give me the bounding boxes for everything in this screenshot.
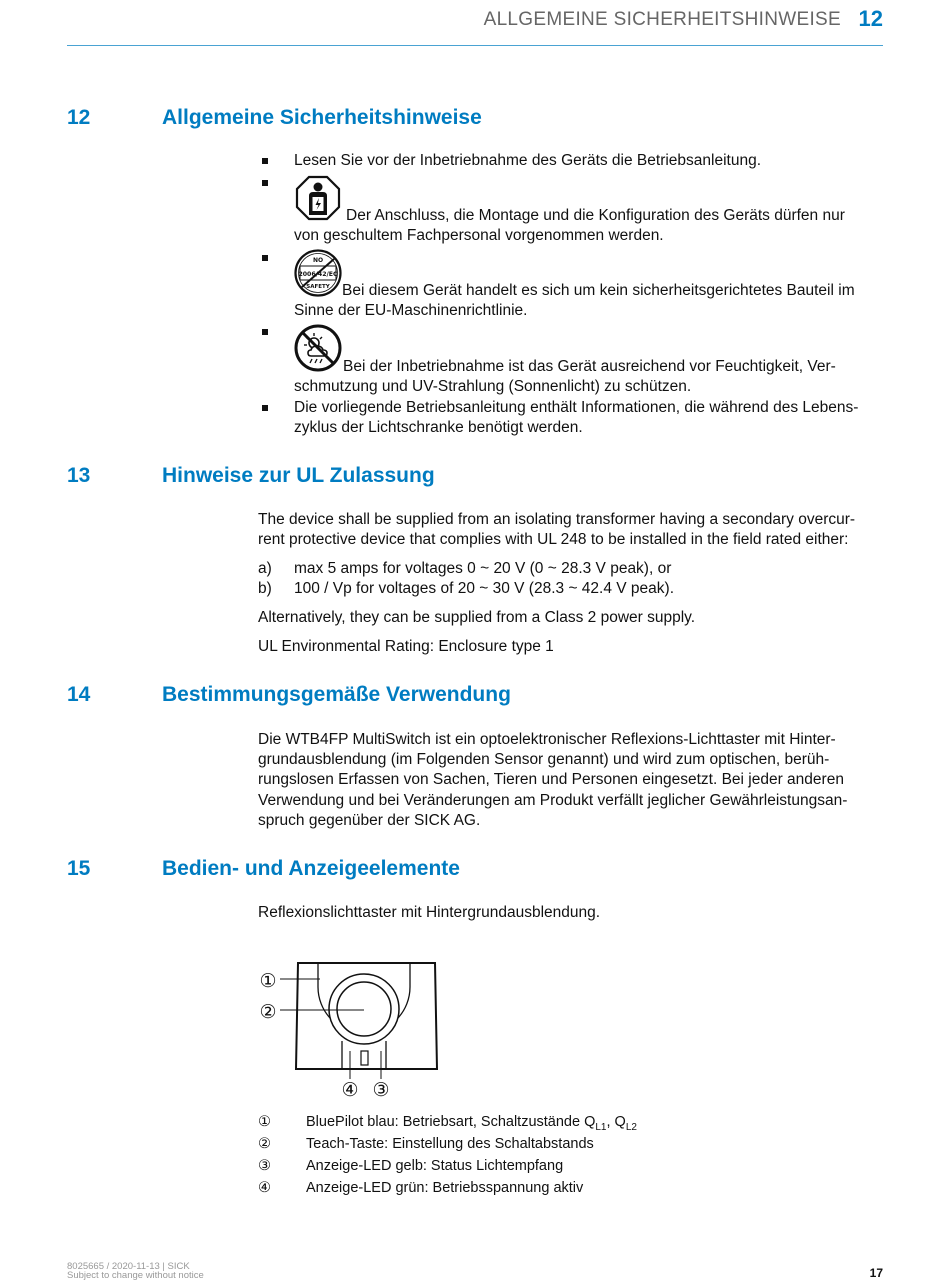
callout-4: ④ xyxy=(341,1079,359,1101)
qualified-personnel-icon xyxy=(295,175,341,221)
no-safety-icon-middle: 2006/42/EC xyxy=(298,271,338,278)
header-rule xyxy=(67,45,883,46)
legend-text: Anzeige-LED grün: Betriebsspannung aktiv xyxy=(306,1180,584,1196)
option-label: b) xyxy=(258,580,272,597)
legend-text: Anzeige-LED gelb: Status Lichtempfang xyxy=(306,1158,564,1174)
teach-button xyxy=(337,982,391,1036)
usage-line: grundausblendung (im Folgenden Sensor genannt) und wird zum optischen, berüh- xyxy=(258,751,830,768)
bullet-text: von geschultem Fachpersonal vorgenommen werden. xyxy=(294,227,664,244)
no-weather-icon xyxy=(294,324,342,372)
option-text: max 5 amps for voltages 0 ~ 20 V (0 ~ 28.3 V peak), or xyxy=(294,560,672,577)
usage-line: Die WTB4FP MultiSwitch ist ein optoelektronischer Reflexions-Lichttaster mit Hinter- xyxy=(258,731,836,748)
bullet-marker xyxy=(262,329,268,335)
section-15-title: Bedien- und Anzeigeelemente xyxy=(162,857,460,880)
no-safety-icon-bottom: SAFETY xyxy=(306,284,330,290)
ul-rating: UL Environmental Rating: Enclosure type 1 xyxy=(258,638,554,655)
led-indicator xyxy=(361,1051,368,1065)
bullet-text: schmutzung und UV-Strahlung (Sonnenlicht) zu schützen. xyxy=(294,378,692,395)
sensor-diagram xyxy=(250,955,450,1105)
legend-separator: , Q xyxy=(606,1114,626,1130)
legend-text: Teach-Taste: Einstellung des Schaltabstands xyxy=(306,1136,594,1152)
legend-mark: ③ xyxy=(258,1158,271,1174)
page-number: 17 xyxy=(869,1266,883,1280)
section-12-number: 12 xyxy=(67,106,91,129)
bullet-text: Bei der Inbetriebnahme ist das Gerät ausreichend vor Feuchtigkeit, Ver- xyxy=(343,358,836,375)
legend-subscript: L2 xyxy=(625,1121,637,1133)
section-15-number: 15 xyxy=(67,857,91,880)
section-13-title: Hinweise zur UL Zulassung xyxy=(162,464,435,487)
footer-notice: Subject to change without notice xyxy=(67,1270,204,1281)
usage-line: spruch gegenüber der SICK AG. xyxy=(258,812,481,829)
callout-3: ③ xyxy=(372,1079,390,1101)
legend-mark: ① xyxy=(258,1114,271,1130)
bullet-marker xyxy=(262,158,268,164)
ul-intro-line: rent protective device that complies with UL 248 to be installed in the field rated either: xyxy=(258,531,849,548)
bullet-text: Lesen Sie vor der Inbetriebnahme des Geräts die Betriebsanleitung. xyxy=(294,152,762,169)
bullet-text: Die vorliegende Betriebsanleitung enthält Informationen, die während des Lebens- xyxy=(294,399,859,416)
option-label: a) xyxy=(258,560,272,577)
callout-2: ② xyxy=(259,1001,277,1023)
bullet-marker xyxy=(262,180,268,186)
controls-intro: Reflexionslichttaster mit Hintergrundausblendung. xyxy=(258,904,601,921)
running-header-number: 12 xyxy=(858,6,883,31)
section-14-title: Bestimmungsgemäße Verwendung xyxy=(162,683,511,706)
bullet-text: Sinne der EU-Maschinenrichtlinie. xyxy=(294,302,528,319)
bullet-marker xyxy=(262,405,268,411)
usage-line: rungslosen Erfassen von Sachen, Tieren und Personen eingesetzt. Bei jeder anderen xyxy=(258,771,844,788)
callout-1: ① xyxy=(259,970,277,992)
section-13-number: 13 xyxy=(67,464,91,487)
bullet-text: zyklus der Lichtschranke benötigt werden. xyxy=(294,419,583,436)
ul-alternative: Alternatively, they can be supplied from a Class 2 power supply. xyxy=(258,609,696,626)
bullet-text: Bei diesem Gerät handelt es sich um kein sicherheitsgerichtetes Bauteil im xyxy=(342,282,855,299)
legend-mark: ② xyxy=(258,1136,271,1152)
section-12-title: Allgemeine Sicherheitshinweise xyxy=(162,106,482,129)
option-text: 100 / Vp for voltages of 20 ~ 30 V (28.3 ~ 42.4 V peak). xyxy=(294,580,674,597)
running-header-title: ALLGEMEINE SICHERHEITSHINWEISE xyxy=(483,9,841,30)
section-14-number: 14 xyxy=(67,683,91,706)
ul-intro-line: The device shall be supplied from an isolating transformer having a secondary overcur- xyxy=(258,511,856,528)
legend-subscript: L1 xyxy=(595,1121,607,1133)
usage-line: Verwendung und bei Veränderungen am Produkt verfällt jeglicher Gewährleistungsan- xyxy=(258,792,848,809)
bullet-marker xyxy=(262,255,268,261)
footer-document-id: 8025665 / 2020-11-13 | SICK xyxy=(67,1261,190,1272)
legend-mark: ④ xyxy=(258,1180,271,1196)
bullet-text: Der Anschluss, die Montage und die Konfiguration des Geräts dürfen nur xyxy=(346,207,845,224)
no-safety-icon xyxy=(294,249,342,297)
legend-text: BluePilot blau: Betriebsart, Schaltzustände Q xyxy=(306,1114,596,1130)
no-safety-icon-top: NO xyxy=(312,257,324,264)
